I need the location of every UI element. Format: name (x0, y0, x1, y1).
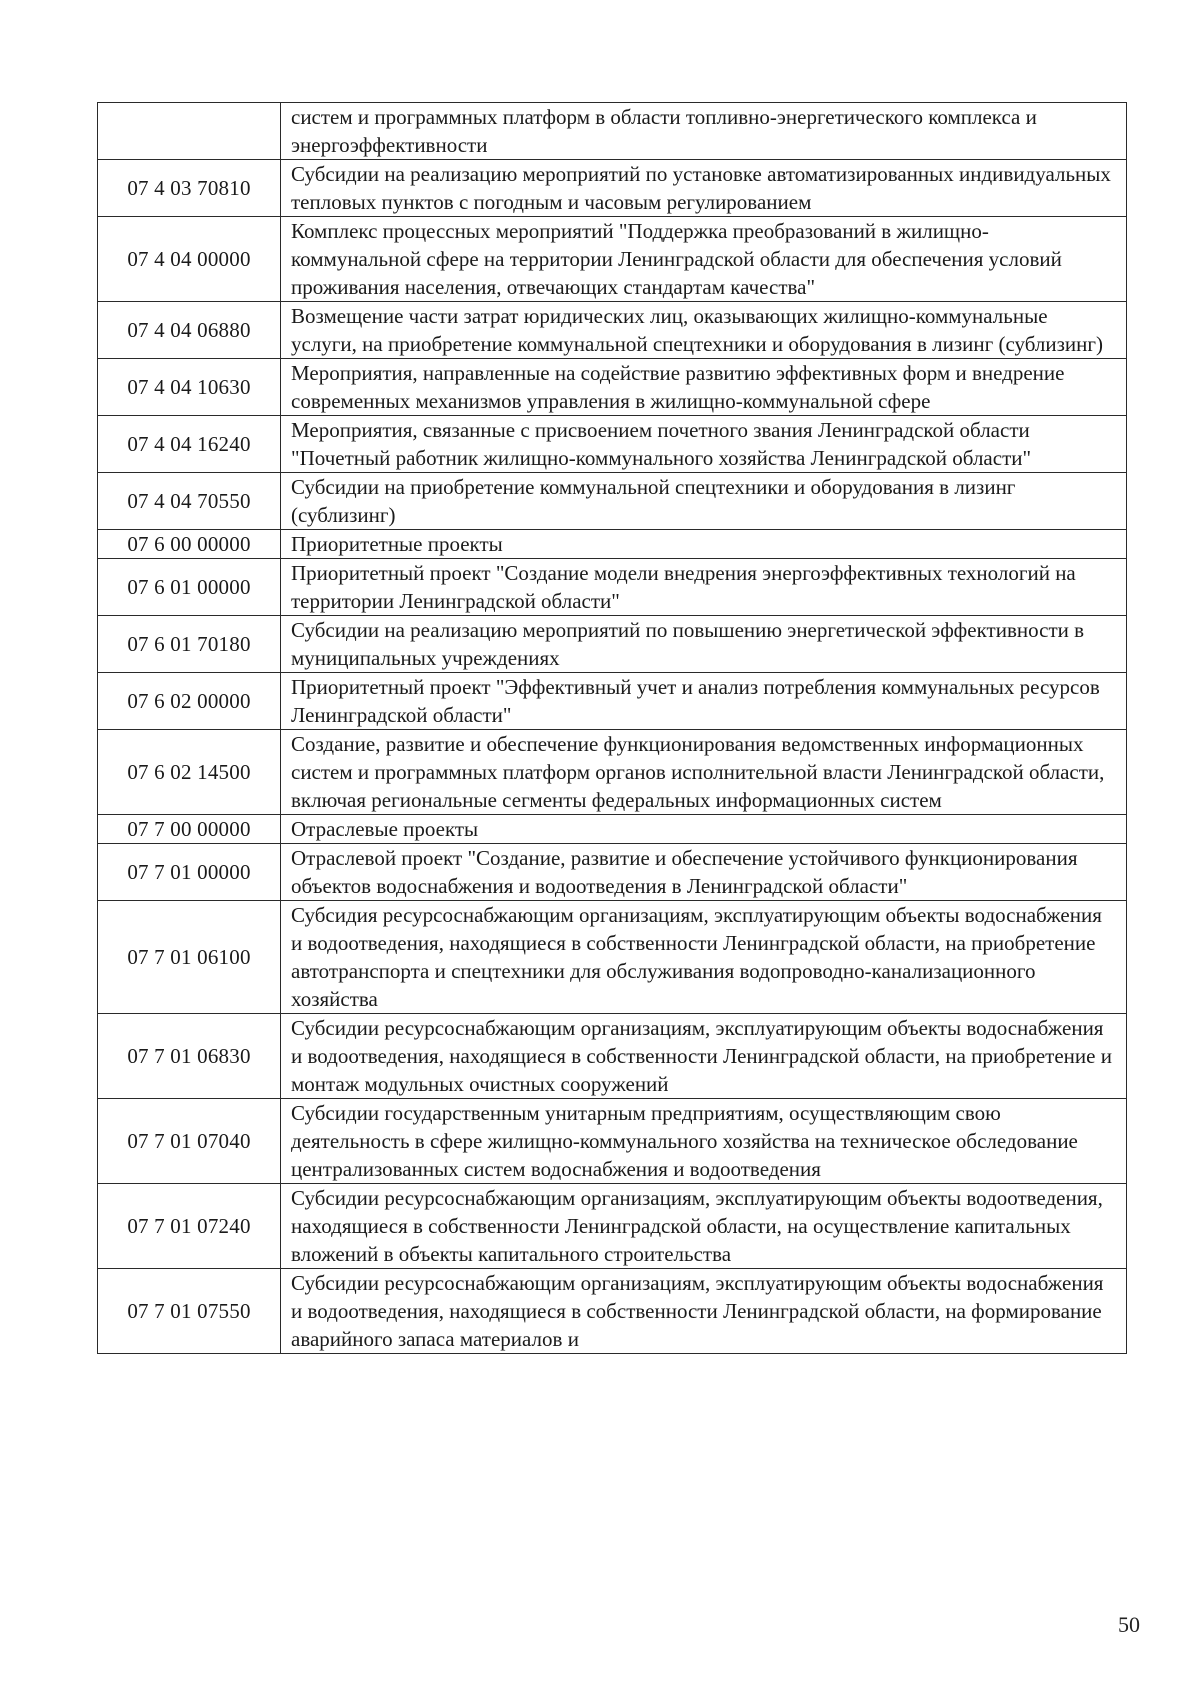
budget-classification-table (97, 102, 1127, 1354)
table-row (98, 1269, 1127, 1354)
table-row (98, 416, 1127, 473)
table-row (98, 1184, 1127, 1269)
classification-code: 07 6 01 70180 (98, 616, 281, 673)
classification-code: 07 7 01 00000 (98, 844, 281, 901)
classification-description: Приоритетный проект "Эффективный учет и анализ потребления коммунальных ресурсов Ленинградской области" (281, 673, 1127, 730)
table-row (98, 1099, 1127, 1184)
classification-description: Мероприятия, связанные с присвоением почетного звания Ленинградской области "Почетный работник жилищно-коммунального хозяйства Ленинградской области" (281, 416, 1127, 473)
classification-code: 07 6 01 00000 (98, 559, 281, 616)
table-row (98, 473, 1127, 530)
table-row (98, 1014, 1127, 1099)
classification-code: 07 7 01 07550 (98, 1269, 281, 1354)
table-row (98, 302, 1127, 359)
classification-description: Субсидии на приобретение коммунальной спецтехники и оборудования в лизинг (сублизинг) (281, 473, 1127, 530)
table-body (98, 103, 1127, 1354)
classification-code: 07 4 04 00000 (98, 217, 281, 302)
classification-description: Субсидии ресурсоснабжающим организациям, эксплуатирующим объекты водоснабжения и водоотведения, находящиеся в собственности Ленинградской области, на формирование аварийного запаса материалов и (281, 1269, 1127, 1354)
classification-description: Субсидии ресурсоснабжающим организациям, эксплуатирующим объекты водоотведения, находящиеся в собственности Ленинградской области, на осуществление капитальных вложений в объекты капитального строительства (281, 1184, 1127, 1269)
table-row (98, 815, 1127, 844)
classification-description: Возмещение части затрат юридических лиц, оказывающих жилищно-коммунальные услуги, на приобретение коммунальной спецтехники и оборудования в лизинг (сублизинг) (281, 302, 1127, 359)
table-row (98, 359, 1127, 416)
classification-code: 07 6 02 00000 (98, 673, 281, 730)
classification-description: Создание, развитие и обеспечение функционирования ведомственных информационных систем и программных платформ органов исполнительной власти Ленинградской области, включая региональные сегменты федеральных информационных систем (281, 730, 1127, 815)
classification-code (98, 103, 281, 160)
table-row (98, 730, 1127, 815)
table-row (98, 103, 1127, 160)
classification-description: Субсидия ресурсоснабжающим организациям, эксплуатирующим объекты водоснабжения и водоотведения, находящиеся в собственности Ленинградской области, на приобретение автотранспорта и спецтехники для обслуживания водопроводно-канализационного хозяйства (281, 901, 1127, 1014)
classification-code: 07 4 04 06880 (98, 302, 281, 359)
classification-code: 07 4 04 10630 (98, 359, 281, 416)
classification-description: Отраслевые проекты (281, 815, 1127, 844)
classification-code: 07 7 01 06830 (98, 1014, 281, 1099)
classification-code: 07 6 00 00000 (98, 530, 281, 559)
classification-code: 07 4 03 70810 (98, 160, 281, 217)
classification-description: систем и программных платформ в области топливно-энергетического комплекса и энергоэффективности (281, 103, 1127, 160)
classification-description: Комплекс процессных мероприятий "Поддержка преобразований в жилищно-коммунальной сфере на территории Ленинградской области для обеспечения условий проживания населения, отвечающих стандартам качества" (281, 217, 1127, 302)
classification-code: 07 4 04 70550 (98, 473, 281, 530)
page-number: 50 (1118, 1612, 1140, 1637)
classification-description: Мероприятия, направленные на содействие развитию эффективных форм и внедрение современных механизмов управления в жилищно-коммунальной сфере (281, 359, 1127, 416)
classification-description: Приоритетные проекты (281, 530, 1127, 559)
table-row (98, 160, 1127, 217)
classification-code: 07 7 01 07240 (98, 1184, 281, 1269)
classification-description: Субсидии на реализацию мероприятий по установке автоматизированных индивидуальных тепловых пунктов с погодным и часовым регулированием (281, 160, 1127, 217)
classification-code: 07 6 02 14500 (98, 730, 281, 815)
classification-code: 07 4 04 16240 (98, 416, 281, 473)
classification-code: 07 7 00 00000 (98, 815, 281, 844)
classification-description: Субсидии ресурсоснабжающим организациям, эксплуатирующим объекты водоснабжения и водоотведения, находящиеся в собственности Ленинградской области, на приобретение и монтаж модульных очистных сооружений (281, 1014, 1127, 1099)
classification-code: 07 7 01 06100 (98, 901, 281, 1014)
table-row (98, 217, 1127, 302)
table-row (98, 673, 1127, 730)
classification-code: 07 7 01 07040 (98, 1099, 281, 1184)
table-row (98, 901, 1127, 1014)
table-row (98, 844, 1127, 901)
table-row (98, 530, 1127, 559)
table-row (98, 559, 1127, 616)
table-row (98, 616, 1127, 673)
classification-description: Субсидии на реализацию мероприятий по повышению энергетической эффективности в муниципальных учреждениях (281, 616, 1127, 673)
classification-description: Отраслевой проект "Создание, развитие и обеспечение устойчивого функционирования объектов водоснабжения и водоотведения в Ленинградской области" (281, 844, 1127, 901)
classification-description: Субсидии государственным унитарным предприятиям, осуществляющим свою деятельность в сфере жилищно-коммунального хозяйства на техническое обследование централизованных систем водоснабжения и водоотведения (281, 1099, 1127, 1184)
classification-description: Приоритетный проект "Создание модели внедрения энергоэффективных технологий на территории Ленинградской области" (281, 559, 1127, 616)
